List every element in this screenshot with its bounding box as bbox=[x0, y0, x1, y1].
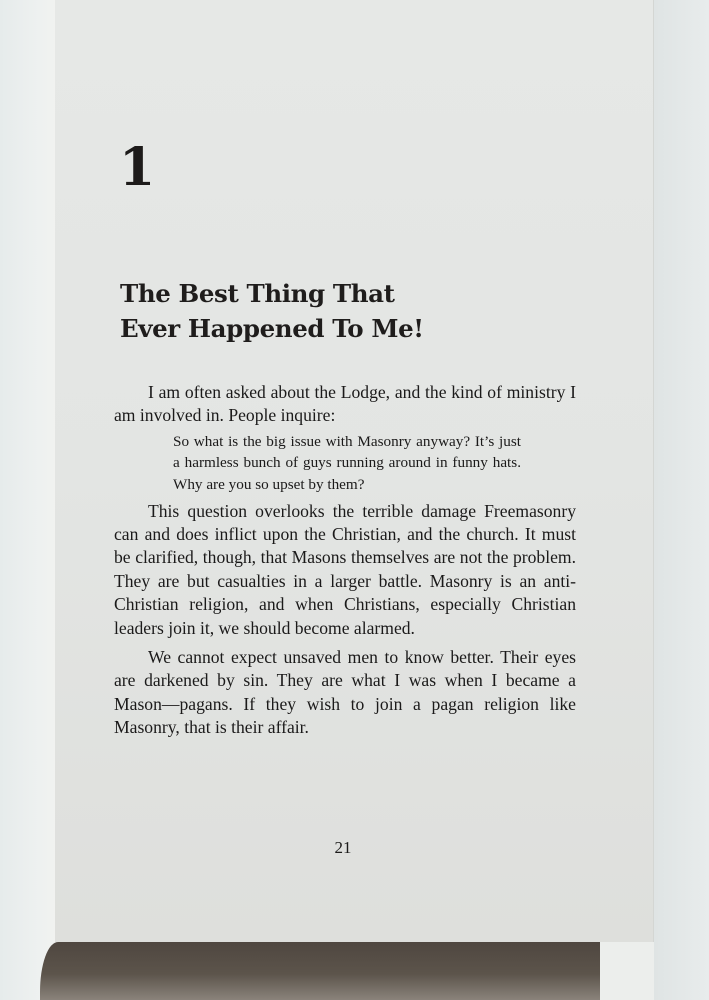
chapter-title-line-1: The Best Thing That bbox=[120, 279, 395, 308]
facing-page-edge bbox=[0, 0, 57, 1000]
paragraph-3: We cannot expect unsaved men to know better. Their eyes are darkened by sin. They are what I was when I became a Mason—pagans. If they wish to join a pagan religion like Masonry, that is their affair. bbox=[114, 647, 576, 738]
body-text bbox=[114, 381, 576, 746]
page-number: 21 bbox=[334, 838, 352, 857]
page-shadow bbox=[40, 942, 600, 1000]
chapter-number: 1 bbox=[119, 137, 156, 198]
paragraph-intro: I am often asked about the Lodge, and the kind of ministry I am involved in. People inquire: bbox=[114, 382, 576, 426]
chapter-title bbox=[120, 276, 540, 346]
block-quote: So what is the big issue with Masonry anyway? It’s just a harmless bunch of guys running around in funny hats. Why are you so upset by them? bbox=[173, 432, 521, 493]
chapter-title-line-2: Ever Happened To Me! bbox=[120, 314, 424, 343]
paragraph-2: This question overlooks the terrible damage Freemasonry can and does inflict upon the Christian, and the church. It must be clarified, though, that Masons themselves are not the problem. They are but casualties in a larger battle. Masonry is an anti-Christian religion, and when Christians, especially Christian leaders join it, we should become alarmed. bbox=[114, 500, 576, 638]
background-surface bbox=[654, 0, 709, 1000]
